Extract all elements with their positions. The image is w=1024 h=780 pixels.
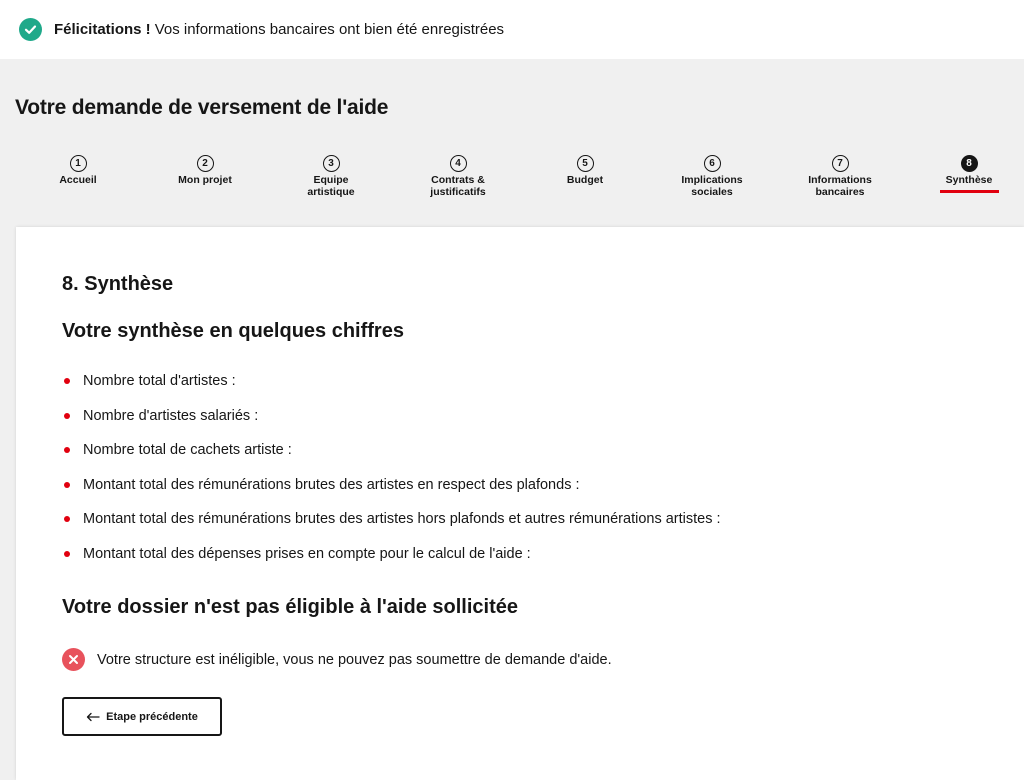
summary-subtitle: Votre synthèse en quelques chiffres xyxy=(62,320,404,342)
step-accueil[interactable] xyxy=(18,155,138,186)
step-number: 4 xyxy=(450,155,467,172)
success-notice xyxy=(0,0,1024,59)
step-label: Contrats & justificatifs xyxy=(430,174,486,198)
notice-strong: Félicitations ! xyxy=(54,21,151,38)
step-label: Equipe artistique xyxy=(307,174,355,198)
bullet-dot xyxy=(64,447,70,453)
step-budget[interactable] xyxy=(525,155,645,186)
step-label: Accueil xyxy=(59,174,97,186)
list-item: Nombre total de cachets artiste : xyxy=(62,441,721,476)
ineligible-message: Votre structure est inéligible, vous ne pouvez pas soumettre de demande d'aide. xyxy=(97,651,612,668)
bullet-dot xyxy=(64,516,70,522)
list-item: Montant total des dépenses prises en compte pour le calcul de l'aide : xyxy=(62,545,721,580)
stepper xyxy=(0,155,1024,205)
list-item: Montant total des rémunérations brutes des artistes en respect des plafonds : xyxy=(62,476,721,511)
section-title: 8. Synthèse xyxy=(62,273,174,295)
check-circle-icon xyxy=(19,18,42,41)
list-item: Montant total des rémunérations brutes des artistes hors plafonds et autres rémunérations artistes : xyxy=(62,510,721,545)
step-number: 2 xyxy=(197,155,214,172)
summary-card xyxy=(16,227,1024,780)
previous-step-label: Etape précédente xyxy=(106,710,198,723)
step-number: 3 xyxy=(323,155,340,172)
step-contrats-justificatifs[interactable] xyxy=(398,155,518,198)
step-number: 5 xyxy=(577,155,594,172)
step-mon-projet[interactable] xyxy=(145,155,265,186)
error-close-circle-icon xyxy=(62,648,85,671)
step-implications-sociales[interactable] xyxy=(652,155,772,198)
bullet-dot xyxy=(64,378,70,384)
step-informations-bancaires[interactable] xyxy=(780,155,900,198)
step-number: 1 xyxy=(70,155,87,172)
step-label: Mon projet xyxy=(178,174,232,186)
bullet-dot xyxy=(64,482,70,488)
step-number: 8 xyxy=(961,155,978,172)
notice-text: Vos informations bancaires ont bien été enregistrées xyxy=(154,21,505,38)
active-step-underline xyxy=(940,190,999,193)
step-label: Synthèse xyxy=(945,174,993,186)
summary-list xyxy=(62,372,721,580)
step-label: Budget xyxy=(566,174,604,186)
eligibility-title: Votre dossier n'est pas éligible à l'aide sollicitée xyxy=(62,596,518,618)
list-item: Nombre total d'artistes : xyxy=(62,372,721,407)
step-label: Implications sociales xyxy=(681,174,743,198)
step-label: Informations bancaires xyxy=(808,174,872,198)
list-item: Nombre d'artistes salariés : xyxy=(62,407,721,442)
step-synthese[interactable] xyxy=(909,155,1024,193)
ineligible-alert xyxy=(62,648,612,671)
arrow-left-icon xyxy=(86,712,100,722)
page-title: Votre demande de versement de l'aide xyxy=(15,96,389,119)
bullet-dot xyxy=(64,413,70,419)
bullet-dot xyxy=(64,551,70,557)
previous-step-button[interactable] xyxy=(62,697,222,736)
step-equipe-artistique[interactable] xyxy=(271,155,391,198)
step-number: 6 xyxy=(704,155,721,172)
step-number: 7 xyxy=(832,155,849,172)
